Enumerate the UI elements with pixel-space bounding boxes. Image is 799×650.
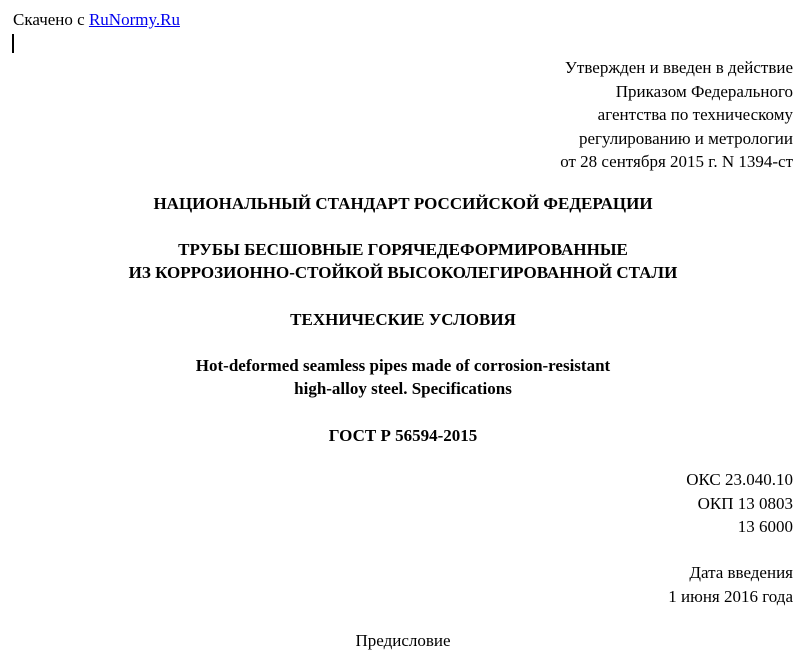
subtitle-ru: ТЕХНИЧЕСКИЕ УСЛОВИЯ <box>290 310 516 329</box>
standard-type-heading: НАЦИОНАЛЬНЫЙ СТАНДАРТ РОССИЙСКОЙ ФЕДЕРАЦИИ <box>153 194 653 213</box>
approval-line: Приказом Федерального <box>615 81 793 101</box>
document-title-en <box>0 354 799 400</box>
approval-line: Утвержден и введен в действие <box>564 58 793 77</box>
text-cursor <box>12 34 14 53</box>
source-link[interactable]: RuNormy.Ru <box>88 10 180 29</box>
title-en-line: high-alloy steel. Specifications <box>294 379 512 398</box>
preface-heading: Предисловие <box>355 631 451 650</box>
introduction-date-label: Дата введения <box>689 563 793 582</box>
approval-block <box>560 56 793 174</box>
introduction-date-block <box>668 561 793 608</box>
okp-code-continued: 13 6000 <box>737 517 793 536</box>
title-ru-line: ИЗ КОРРОЗИОННО-СТОЙКОЙ ВЫСОКОЛЕГИРОВАННОЙ СТАЛИ <box>128 263 678 282</box>
approval-line: агентства по техническому <box>597 105 793 124</box>
title-en-line: Hot-deformed seamless pipes made of corrosion-resistant <box>195 356 611 375</box>
introduction-date-value: 1 июня 2016 года <box>668 586 793 606</box>
okp-code: ОКП 13 0803 <box>697 493 793 513</box>
title-ru-line: ТРУБЫ БЕСШОВНЫЕ ГОРЯЧЕДЕФОРМИРОВАННЫЕ <box>178 240 628 259</box>
approval-line: от 28 сентября 2015 г. N 1394-ст <box>560 152 793 171</box>
source-prefix: Скачено с <box>13 10 89 29</box>
approval-line: регулированию и метрологии <box>578 128 793 148</box>
oks-code: ОКС 23.040.10 <box>686 470 793 489</box>
document-title-ru <box>0 238 799 284</box>
source-line <box>13 9 180 31</box>
standard-designation: ГОСТ Р 56594-2015 <box>328 426 478 445</box>
classification-block <box>686 468 793 539</box>
